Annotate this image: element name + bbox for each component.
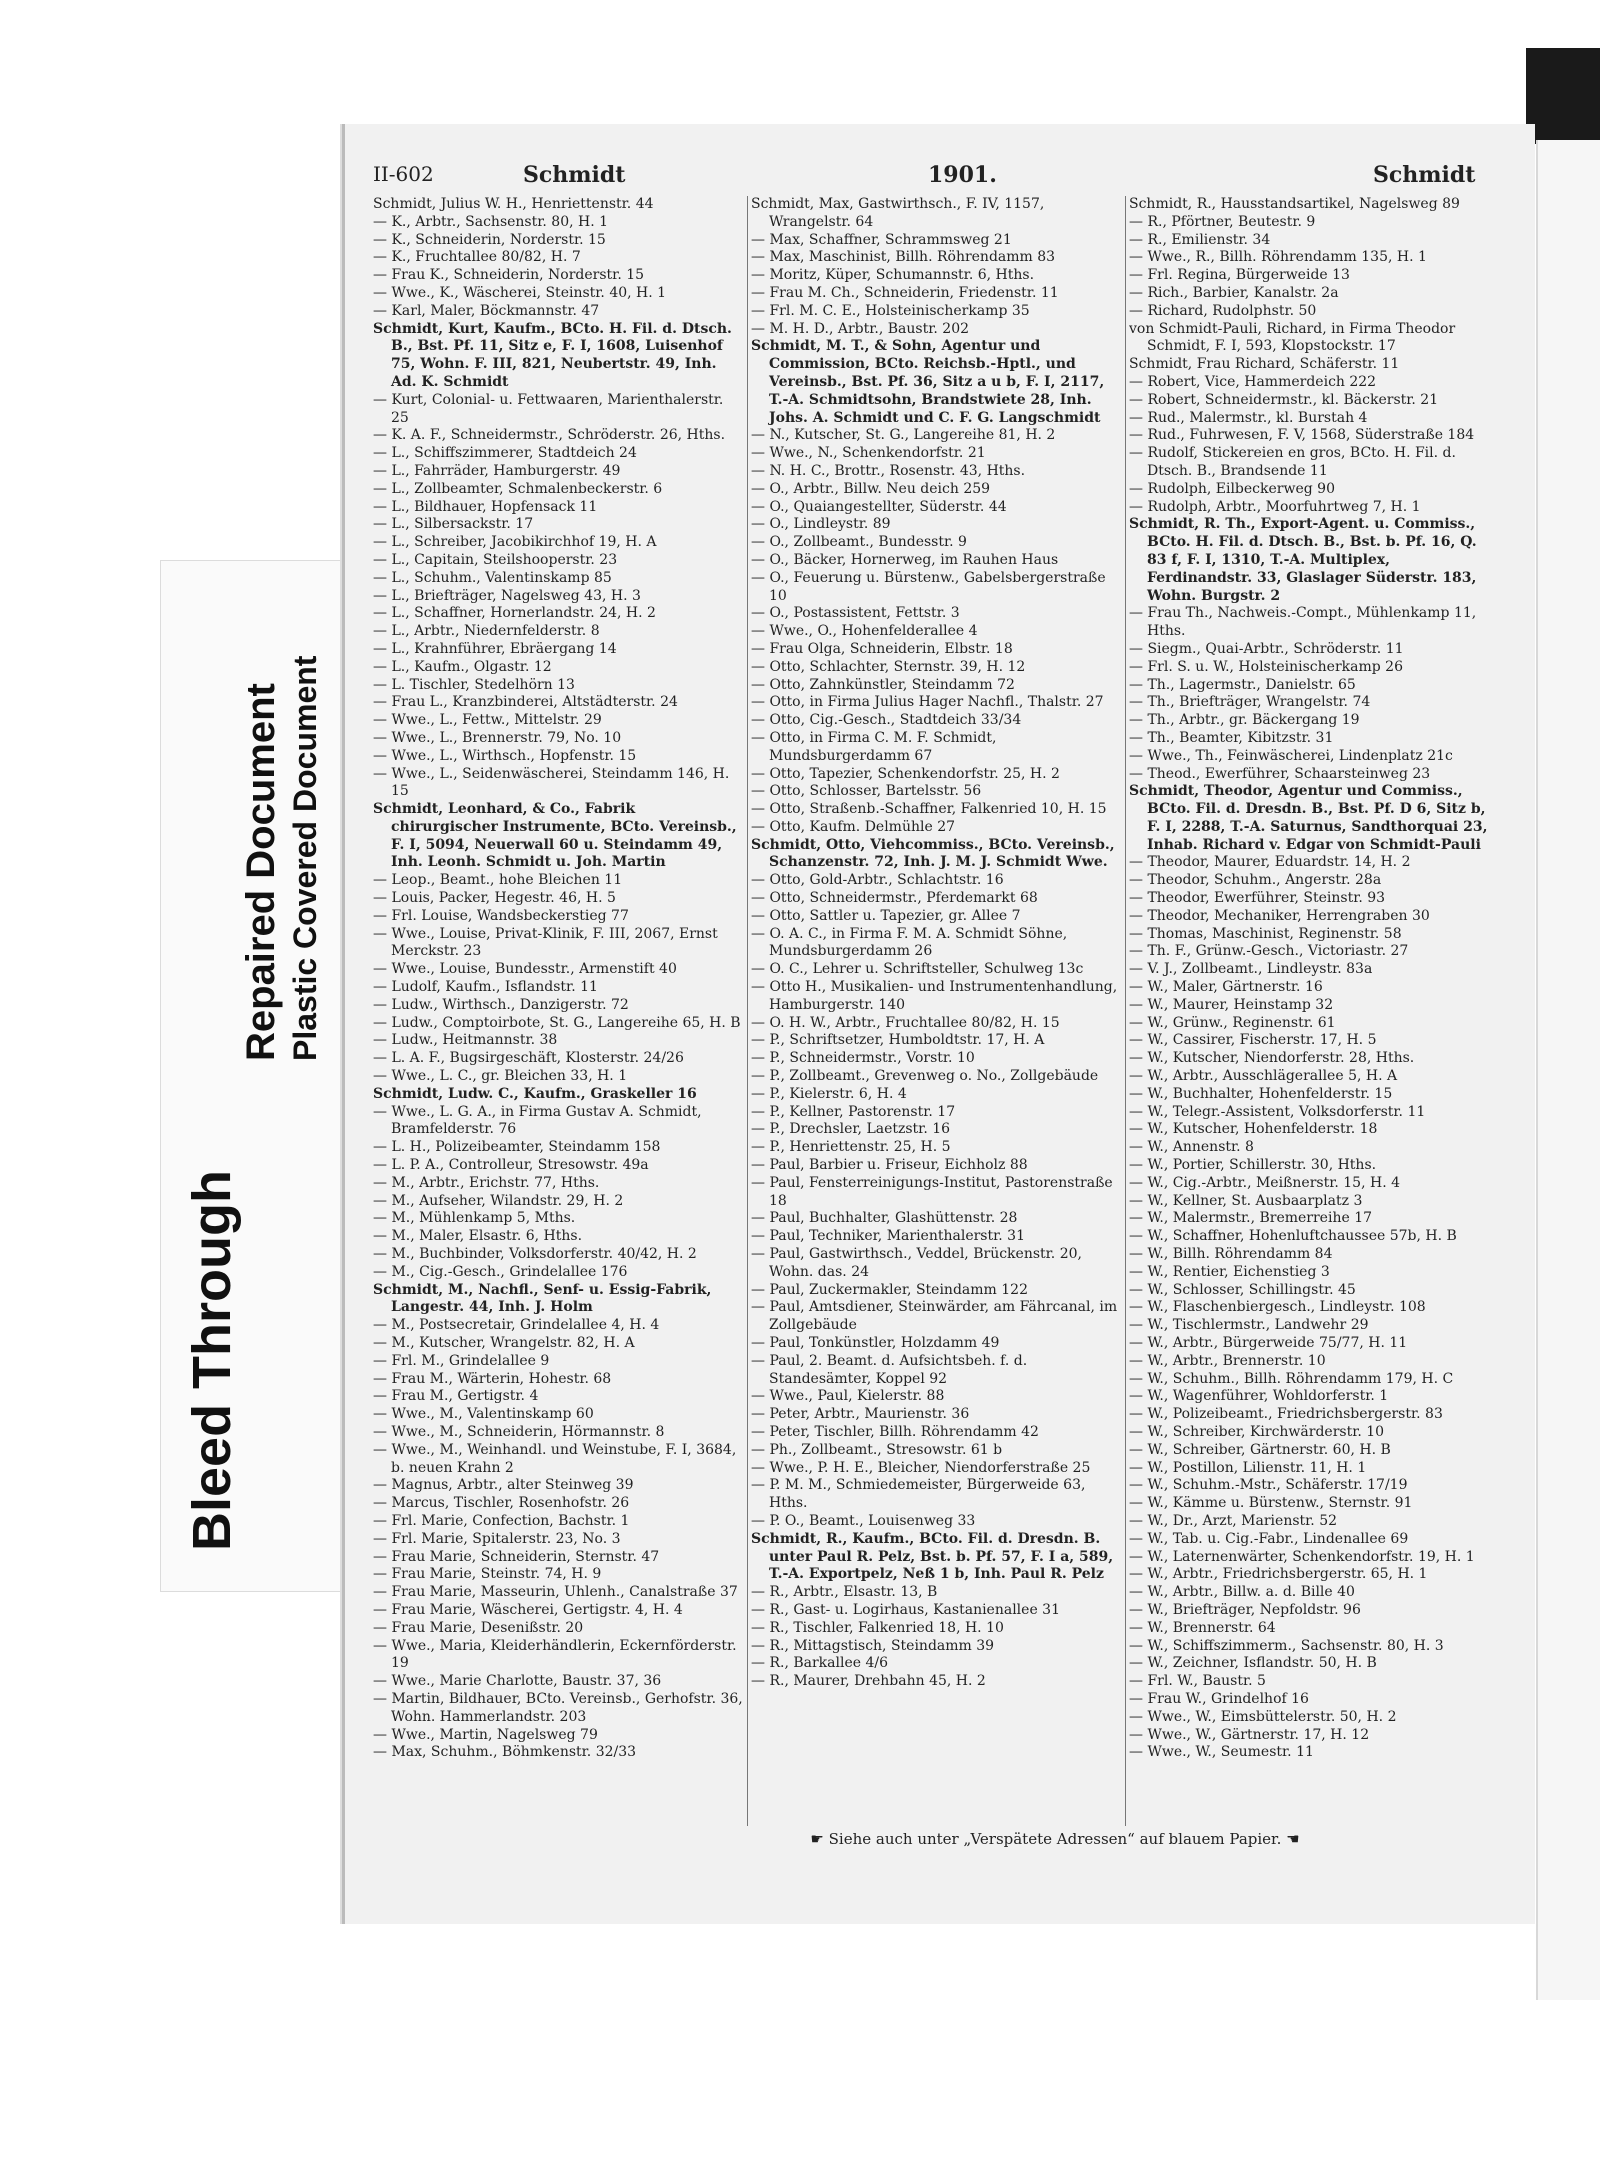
- directory-entry: — W., Zeichner, Isflandstr. 50, H. B: [1129, 1655, 1377, 1672]
- directory-entry: — M., Arbtr., Erichstr. 77, Hths.: [373, 1174, 600, 1191]
- directory-entry: — R., Mittagstisch, Steindamm 39: [751, 1637, 995, 1654]
- directory-entry: — L., Silbersackstr. 17: [373, 516, 534, 533]
- directory-entry: — Ph., Zollbeamt., Stresowstr. 61 b: [751, 1441, 1003, 1458]
- directory-entry: — Wwe., L. C., gr. Bleichen 33, H. 1: [373, 1068, 628, 1085]
- scan-top-margin: [0, 0, 1600, 52]
- directory-entry: — O., Feuerung u. Bürstenw., Gabelsbergerstraße 10: [751, 569, 1106, 604]
- directory-entry: — W., Polizeibeamt., Friedrichsbergerstr. 83: [1129, 1406, 1443, 1423]
- directory-entry: — Rud., Malermstr., kl. Burstah 4: [1129, 409, 1368, 426]
- footer-note: ☛ Siehe auch unter „Verspätete Adressen“ auf blauem Papier. ☚: [810, 1830, 1300, 1848]
- directory-entry: Schmidt, Ludw. C., Kaufm., Graskeller 16: [373, 1085, 697, 1102]
- directory-entry: — Karl, Maler, Böckmannstr. 47: [373, 302, 600, 319]
- directory-entry: — Th., Lagermstr., Danielstr. 65: [1129, 676, 1356, 693]
- directory-entry: — Wwe., Marie Charlotte, Baustr. 37, 36: [373, 1673, 662, 1690]
- directory-entry: — Otto, Tapezier, Schenkendorfstr. 25, H. 2: [751, 765, 1060, 782]
- directory-entry: — Paul, Gastwirthsch., Veddel, Brückenstr. 20, Wohn. das. 24: [751, 1246, 1082, 1280]
- directory-entry: — Robert, Schneidermstr., kl. Bäckerstr. 21: [1129, 391, 1439, 408]
- directory-entry: — P., Kellner, Pastorenstr. 17: [751, 1103, 956, 1120]
- directory-entry: — Paul, Zuckermakler, Steindamm 122: [751, 1281, 1028, 1298]
- directory-entry: — P., Henriettenstr. 25, H. 5: [751, 1139, 951, 1156]
- directory-entry: — Otto, Schneidermstr., Pferdemarkt 68: [751, 890, 1038, 907]
- directory-entry: Schmidt, Leonhard, & Co., Fabrik chirurgischer Instrumente, BCto. Vereinsb., F. I, 5094, Neuerwall 60 u. Steindamm 49, Inh. Leonh. Schmidt u. Joh. Martin: [373, 801, 737, 871]
- directory-entry: — Frau Marie, Desenißstr. 20: [373, 1619, 584, 1636]
- directory-entry: — W., Maurer, Heinstamp 32: [1129, 996, 1334, 1013]
- directory-entry: — Marcus, Tischler, Rosenhofstr. 26: [373, 1495, 630, 1512]
- directory-entry: — Otto, Gold-Arbtr., Schlachtstr. 16: [751, 872, 1004, 889]
- directory-entry: — L., Arbtr., Niedernfelderstr. 8: [373, 623, 600, 640]
- directory-entry: — W., Billh. Röhrendamm 84: [1129, 1246, 1333, 1263]
- directory-entry: — W., Kämme u. Bürstenw., Sternstr. 91: [1129, 1495, 1413, 1512]
- directory-entry: — Otto, Straßenb.-Schaffner, Falkenried 10, H. 15: [751, 801, 1107, 818]
- directory-entry: — W., Flaschenbiergesch., Lindleystr. 108: [1129, 1299, 1426, 1316]
- directory-entry: — N., Kutscher, St. G., Langereihe 81, H. 2: [751, 427, 1056, 444]
- entries-column-1: [373, 196, 743, 1826]
- directory-entry: — L., Fahrräder, Hamburgerstr. 49: [373, 462, 621, 479]
- directory-entry: — Ludw., Heitmannstr. 38: [373, 1032, 558, 1049]
- directory-entry: — L., Kaufm., Olgastr. 12: [373, 658, 552, 675]
- directory-entry: — Wwe., Maria, Kleiderhändlerin, Eckernförderstr. 19: [373, 1637, 737, 1672]
- directory-entry: — Wwe., Louise, Bundesstr., Armenstift 40: [373, 961, 677, 978]
- directory-entry: — Siegm., Quai-Arbtr., Schröderstr. 11: [1129, 640, 1404, 657]
- directory-entry: — R., Gast- u. Logirhaus, Kastanienallee 31: [751, 1601, 1060, 1618]
- directory-entry: — Frau Marie, Steinstr. 74, H. 9: [373, 1566, 602, 1583]
- directory-entry: — Frau K., Schneiderin, Norderstr. 15: [373, 267, 645, 284]
- directory-entry: — P., Kielerstr. 6, H. 4: [751, 1085, 907, 1102]
- directory-entry: — M., Postsecretair, Grindelallee 4, H. 4: [373, 1317, 660, 1334]
- plastic-covered-label: Plastic Covered Document: [287, 655, 323, 1061]
- directory-entry: — Frau M. Ch., Schneiderin, Friedenstr. 11: [751, 284, 1059, 301]
- directory-entry: — W., Grünw., Reginenstr. 61: [1129, 1014, 1336, 1031]
- directory-entry: — O., Bäcker, Hornerweg, im Rauhen Haus: [751, 551, 1059, 568]
- directory-entry: — L. P. A., Controlleur, Stresowstr. 49a: [373, 1157, 649, 1174]
- directory-entry: — Max, Maschinist, Billh. Röhrendamm 83: [751, 249, 1056, 266]
- directory-entry: — Ludw., Comptoirbote, St. G., Langereihe 65, H. B: [373, 1014, 741, 1031]
- directory-entry: — Richard, Rudolphstr. 50: [1129, 302, 1317, 319]
- directory-entry: — W., Kutscher, Hohenfelderstr. 18: [1129, 1121, 1378, 1138]
- directory-entry: — Thomas, Maschinist, Reginenstr. 58: [1129, 925, 1402, 942]
- directory-entry: — Martin, Bildhauer, BCto. Vereinsb., Gerhofstr. 36, Wohn. Hammerlandstr. 203: [373, 1690, 743, 1725]
- directory-entry: — W., Annenstr. 8: [1129, 1139, 1254, 1156]
- directory-entry: — Wwe., L., Wirthsch., Hopfenstr. 15: [373, 747, 637, 764]
- directory-entry: — L. A. F., Bugsirgeschäft, Klosterstr. 24/26: [373, 1050, 684, 1067]
- directory-entry: — Paul, 2. Beamt. d. Aufsichtsbeh. f. d. Standesämter, Koppel 92: [751, 1352, 1028, 1387]
- directory-entry: — Th., Briefträger, Wrangelstr. 74: [1129, 694, 1371, 711]
- directory-entry: — L., Schaffner, Hornerlandstr. 24, H. 2: [373, 605, 656, 622]
- directory-entry: — P. M. M., Schmiedemeister, Bürgerweide 63, Hths.: [751, 1477, 1086, 1512]
- directory-entry: Schmidt, Otto, Viehcommiss., BCto. Vereinsb., Schanzenstr. 72, Inh. J. M. J. Schmidt Wwe.: [751, 836, 1115, 871]
- directory-entry: — P., Schriftsetzer, Humboldtstr. 17, H. A: [751, 1032, 1045, 1049]
- bleed-through-label: Bleed Through: [182, 1170, 242, 1551]
- directory-entry: — M., Mühlenkamp 5, Mths.: [373, 1210, 576, 1227]
- directory-entry: — O. A. C., in Firma F. M. A. Schmidt Söhne, Mundsburgerdamm 26: [751, 925, 1068, 960]
- directory-entry: — Frl. W., Baustr. 5: [1129, 1673, 1266, 1690]
- directory-entry: — Ludolf, Kaufm., Isflandstr. 11: [373, 979, 598, 996]
- directory-entry: — Paul, Tonkünstler, Holzdamm 49: [751, 1335, 1000, 1351]
- directory-entry: — Paul, Fensterreinigungs-Institut, Pastorenstraße 18: [751, 1174, 1113, 1209]
- directory-entry: — Rudolph, Eilbeckerweg 90: [1129, 480, 1335, 497]
- directory-entry: — Theodor, Schuhm., Angerstr. 28a: [1129, 872, 1382, 889]
- year-heading: 1901.: [928, 162, 997, 188]
- directory-entry: — W., Postillon, Lilienstr. 11, H. 1: [1129, 1459, 1367, 1476]
- directory-entry: Schmidt, Frau Richard, Schäferstr. 11: [1129, 356, 1400, 373]
- directory-entry: — R., Arbtr., Elsastr. 13, B: [751, 1584, 938, 1601]
- directory-page: [342, 124, 1535, 1924]
- directory-entry: — Wwe., M., Weinhandl. und Weinstube, F. I, 3684, b. neuen Krahn 2: [373, 1441, 737, 1476]
- directory-entry: — Th., Arbtr., gr. Bäckergang 19: [1129, 712, 1360, 729]
- directory-entry: — Peter, Arbtr., Maurienstr. 36: [751, 1406, 970, 1423]
- directory-entry: — Frl. Louise, Wandsbeckerstieg 77: [373, 907, 629, 924]
- directory-entry: — W., Tischlermstr., Landwehr 29: [1129, 1317, 1369, 1334]
- directory-entry: — Wwe., W., Seumestr. 11: [1129, 1744, 1314, 1761]
- directory-entry: — Paul, Amtsdiener, Steinwärder, am Fährcanal, im Zollgebäude: [751, 1299, 1118, 1334]
- directory-entry: — Frl. M., Grindelallee 9: [373, 1352, 550, 1369]
- directory-entry: Schmidt, R., Hausstandsartikel, Nagelsweg 89: [1129, 196, 1460, 212]
- directory-entry: — Peter, Tischler, Billh. Röhrendamm 42: [751, 1423, 1039, 1440]
- directory-entry: — W., Maler, Gärtnerstr. 16: [1129, 979, 1323, 996]
- directory-entry: — R., Maurer, Drehbahn 45, H. 2: [751, 1673, 986, 1690]
- directory-entry: — Frau M., Gertigstr. 4: [373, 1388, 539, 1405]
- directory-entry: — W., Schlosser, Schillingstr. 45: [1129, 1281, 1356, 1298]
- directory-entry: — Wwe., P. H. E., Bleicher, Niendorferstraße 25: [751, 1459, 1091, 1476]
- directory-entry: — Otto, Cig.-Gesch., Stadtdeich 33/34: [751, 712, 1022, 729]
- directory-entry: — Wwe., W., Eimsbüttelerstr. 50, H. 2: [1129, 1708, 1397, 1725]
- repaired-document-label: Repaired Document: [239, 683, 283, 1061]
- directory-entry: — Frl. Regina, Bürgerweide 13: [1129, 267, 1350, 284]
- directory-entry: — Wwe., K., Wäscherei, Steinstr. 40, H. 1: [373, 284, 667, 301]
- directory-entry: — M., Buchbinder, Volksdorferstr. 40/42, H. 2: [373, 1246, 697, 1263]
- directory-entry: — O., Lindleystr. 89: [751, 516, 891, 533]
- directory-entry: — Frau L., Kranzbinderei, Altstädterstr. 24: [373, 694, 678, 711]
- directory-entry: — Otto, Schlachter, Sternstr. 39, H. 12: [751, 658, 1026, 675]
- directory-entry: — Moritz, Küper, Schumannstr. 6, Hths.: [751, 267, 1035, 284]
- scan-edge-shadow: [1526, 48, 1600, 144]
- directory-entry: — Wwe., L., Brennerstr. 79, No. 10: [373, 729, 622, 746]
- directory-entry: — O., Postassistent, Fettstr. 3: [751, 605, 960, 622]
- directory-entry: — W., Schreiber, Kirchwärderstr. 10: [1129, 1423, 1385, 1440]
- directory-entry: — M., Kutscher, Wrangelstr. 82, H. A: [373, 1335, 635, 1351]
- directory-entry: — P., Schneidermstr., Vorstr. 10: [751, 1050, 975, 1067]
- directory-entry: — Otto, in Firma C. M. F. Schmidt, Mundsburgerdamm 67: [751, 729, 997, 764]
- directory-entry: — W., Schreiber, Gärtnerstr. 60, H. B: [1129, 1441, 1391, 1458]
- directory-entry: Schmidt, M., Nachfl., Senf- u. Essig-Fabrik, Langestr. 44, Inh. J. Holm: [373, 1281, 712, 1316]
- directory-entry: — W., Wagenführer, Wohldorferstr. 1: [1129, 1388, 1389, 1405]
- directory-entry: — Otto, Sattler u. Tapezier, gr. Allee 7: [751, 907, 1021, 924]
- directory-entry: Schmidt, Max, Gastwirthsch., F. IV, 1157, Wrangelstr. 64: [751, 196, 1045, 230]
- directory-entry: — Rudolf, Stickereien en gros, BCto. H. Fil. d. Dtsch. B., Brandsende 11: [1129, 445, 1456, 479]
- directory-entry: — L., Capitain, Steilshooperstr. 23: [373, 551, 618, 568]
- directory-entry: — W., Dr., Arzt, Marienstr. 52: [1129, 1512, 1338, 1529]
- directory-entry: — Wwe., L., Seidenwäscherei, Steindamm 146, H. 15: [373, 765, 730, 800]
- directory-entry: — Otto, Schlosser, Bartelsstr. 56: [751, 783, 982, 800]
- directory-entry: — W., Portier, Schillerstr. 30, Hths.: [1129, 1157, 1377, 1174]
- directory-entry: — W., Malermstr., Bremerreihe 17: [1129, 1210, 1373, 1227]
- directory-entry: — W., Laternenwärter, Schenkendorfstr. 19, H. 1: [1129, 1548, 1475, 1565]
- directory-entry: — Max, Schuhm., Böhmkenstr. 32/33: [373, 1744, 637, 1761]
- directory-entry: — K., Arbtr., Sachsenstr. 80, H. 1: [373, 213, 609, 230]
- directory-entry: — Frau W., Grindelhof 16: [1129, 1690, 1309, 1707]
- directory-entry: — Frau Olga, Schneiderin, Elbstr. 18: [751, 640, 1013, 657]
- directory-entry: — Robert, Vice, Hammerdeich 222: [1129, 373, 1377, 390]
- directory-entry: — L., Bildhauer, Hopfensack 11: [373, 498, 598, 515]
- page-header: [373, 162, 1513, 196]
- column-divider: [747, 196, 748, 1826]
- directory-entry: Schmidt, Julius W. H., Henriettenstr. 44: [373, 196, 654, 212]
- directory-entry: — Wwe., Th., Feinwäscherei, Lindenplatz 21c: [1129, 747, 1453, 764]
- directory-entry: — O., Zollbeamt., Bundesstr. 9: [751, 534, 967, 551]
- directory-entry: — Frau Marie, Wäscherei, Gertigstr. 4, H. 4: [373, 1601, 683, 1618]
- directory-entry: — W., Kutscher, Niendorferstr. 28, Hths.: [1129, 1050, 1415, 1067]
- directory-entry: — Th., Beamter, Kibitzstr. 31: [1129, 729, 1334, 746]
- condition-label-card: [160, 560, 352, 1592]
- directory-entry: — Wwe., M., Schneiderin, Hörmannstr. 8: [373, 1423, 665, 1440]
- directory-entry: — W., Schiffszimmerm., Sachsenstr. 80, H. 3: [1129, 1637, 1444, 1654]
- directory-entry: — L. H., Polizeibeamter, Steindamm 158: [373, 1139, 661, 1156]
- directory-entry: — L., Schreiber, Jacobikirchhof 19, H. A: [373, 534, 657, 551]
- directory-entry: — Rudolph, Arbtr., Moorfuhrtweg 7, H. 1: [1129, 498, 1421, 515]
- directory-entry: — Wwe., W., Gärtnerstr. 17, H. 12: [1129, 1726, 1370, 1743]
- directory-entry: — L., Briefträger, Nagelsweg 43, H. 3: [373, 587, 641, 604]
- directory-entry: — Rich., Barbier, Kanalstr. 2a: [1129, 284, 1339, 301]
- directory-entry: — W., Cassirer, Fischerstr. 17, H. 5: [1129, 1032, 1377, 1049]
- directory-entry: — Paul, Barbier u. Friseur, Eichholz 88: [751, 1157, 1028, 1174]
- directory-entry: — Rud., Fuhrwesen, F. V, 1568, Süderstraße 184: [1129, 427, 1475, 444]
- directory-entry: — Theodor, Maurer, Eduardstr. 14, H. 2: [1129, 854, 1411, 871]
- directory-entry: — Frl. S. u. W., Holsteinischerkamp 26: [1129, 658, 1403, 675]
- directory-entry: — W., Schaffner, Hohenluftchaussee 57b, H. B: [1129, 1228, 1457, 1245]
- directory-entry: Schmidt, Theodor, Agentur und Commiss., BCto. Fil. d. Dresdn. B., Bst. Pf. D 6, Sitz b, F. I, 2288, T.-A. Saturnus, Sandthorquai 23, Inhab. Richard v. Edgar von Schmidt-Pauli: [1129, 783, 1488, 853]
- directory-entry: — W., Arbtr., Billw. a. d. Bille 40: [1129, 1584, 1355, 1601]
- directory-entry: — Frl. M. C. E., Holsteinischerkamp 35: [751, 302, 1030, 319]
- directory-entry: — M., Aufseher, Wilandstr. 29, H. 2: [373, 1192, 624, 1209]
- directory-entry: Schmidt, Kurt, Kaufm., BCto. H. Fil. d. Dtsch. B., Bst. Pf. 11, Sitz e, F. I, 1608, Luisenhof 75, Wohn. F. III, 821, Neubertstr. 49, Inh. Ad. K. Schmidt: [373, 320, 732, 390]
- page-number: II-602: [373, 162, 434, 186]
- directory-entry: — Theod., Ewerführer, Schaarsteinweg 23: [1129, 765, 1431, 782]
- directory-entry: — Wwe., O., Hohenfelderallee 4: [751, 623, 978, 640]
- directory-entry: — N. H. C., Brottr., Rosenstr. 43, Hths.: [751, 462, 1026, 479]
- directory-entry: — W., Briefträger, Nepfoldstr. 96: [1129, 1601, 1361, 1618]
- directory-entry: — W., Tab. u. Cig.-Fabr., Lindenallee 69: [1129, 1530, 1409, 1547]
- directory-entry: — Frl. Marie, Confection, Bachstr. 1: [373, 1512, 630, 1529]
- entries-column-2: [751, 196, 1121, 1826]
- directory-entry: — L., Schuhm., Valentinskamp 85: [373, 569, 612, 586]
- directory-entry: — W., Arbtr., Friedrichsbergerstr. 65, H. 1: [1129, 1566, 1428, 1583]
- directory-entry: — Louis, Packer, Hegestr. 46, H. 5: [373, 890, 616, 907]
- directory-entry: — P., Drechsler, Laetzstr. 16: [751, 1121, 951, 1138]
- entries-column-3: [1129, 196, 1499, 1826]
- directory-entry: — W., Brennerstr. 64: [1129, 1619, 1276, 1636]
- directory-entry: — Otto H., Musikalien- und Instrumentenhandlung, Hamburgerstr. 140: [751, 979, 1118, 1013]
- directory-entry: — W., Buchhalter, Hohenfelderstr. 15: [1129, 1085, 1393, 1102]
- directory-entry: — Wwe., M., Valentinskamp 60: [373, 1406, 594, 1423]
- directory-entry: — L., Zollbeamter, Schmalenbeckerstr. 6: [373, 480, 663, 497]
- directory-entry: — W., Telegr.-Assistent, Volksdorferstr. 11: [1129, 1103, 1426, 1120]
- directory-entry: — Wwe., R., Billh. Röhrendamm 135, H. 1: [1129, 249, 1427, 266]
- column-divider: [1125, 196, 1126, 1826]
- directory-entry: — L. Tischler, Stedelhörn 13: [373, 676, 575, 693]
- directory-entry: — R., Emilienstr. 34: [1129, 231, 1271, 248]
- directory-entry: — L., Schiffszimmerer, Stadtdeich 24: [373, 445, 637, 462]
- directory-entry: — W., Kellner, St. Ausbaarplatz 3: [1129, 1192, 1363, 1209]
- directory-entry: — W., Cig.-Arbtr., Meißnerstr. 15, H. 4: [1129, 1174, 1401, 1191]
- directory-entry: — O., Quaiangestellter, Süderstr. 44: [751, 498, 1007, 515]
- directory-entry: — Max, Schaffner, Schrammsweg 21: [751, 231, 1012, 248]
- directory-entry: — Wwe., Louise, Privat-Klinik, F. III, 2067, Ernst Merckstr. 23: [373, 925, 718, 960]
- directory-entry: — W., Schuhm., Billh. Röhrendamm 179, H. C: [1129, 1370, 1454, 1387]
- directory-entry: — K., Fruchtallee 80/82, H. 7: [373, 249, 581, 266]
- directory-entry: Schmidt, R. Th., Export-Agent. u. Commiss., BCto. H. Fil. d. Dtsch. B., Bst. b. Pf. 16, Q. 83 f, F. I, 1310, T.-A. Multiplex, Ferdinandstr. 33, Glaslager Süderstr. 183, Wohn. Burgstr. 2: [1129, 516, 1477, 604]
- directory-entry: Schmidt, R., Kaufm., BCto. Fil. d. Dresdn. B. unter Paul R. Pelz, Bst. b. Pf. 57, F. I a, 589, T.-A. Exportpelz, Neß 1 b, Inh. Paul R. Pelz: [751, 1530, 1114, 1583]
- directory-entry: — W., Schuhm.-Mstr., Schäferstr. 17/19: [1129, 1477, 1408, 1494]
- directory-entry: — Wwe., L. G. A., in Firma Gustav A. Schmidt, Bramfelderstr. 76: [373, 1103, 702, 1138]
- directory-entry: — M. H. D., Arbtr., Baustr. 202: [751, 320, 970, 337]
- directory-entry: — Theodor, Ewerführer, Steinstr. 93: [1129, 890, 1386, 907]
- directory-entry: — Wwe., L., Fettw., Mittelstr. 29: [373, 712, 602, 729]
- directory-entry: — R., Tischler, Falkenried 18, H. 10: [751, 1619, 1004, 1636]
- directory-entry: — R., Pförtner, Beutestr. 9: [1129, 213, 1316, 230]
- directory-entry: — Ludw., Wirthsch., Danzigerstr. 72: [373, 996, 629, 1013]
- directory-entry: — Wwe., N., Schenkendorfstr. 21: [751, 445, 986, 462]
- directory-entry: — O., Arbtr., Billw. Neu deich 259: [751, 480, 991, 497]
- directory-entry: — K., Schneiderin, Norderstr. 15: [373, 231, 606, 248]
- directory-entry: — O. C., Lehrer u. Schriftsteller, Schulweg 13c: [751, 961, 1084, 978]
- directory-entry: — Theodor, Mechaniker, Herrengraben 30: [1129, 907, 1430, 924]
- directory-entry: von Schmidt-Pauli, Richard, in Firma Theodor Schmidt, F. I, 593, Klopstockstr. 17: [1129, 320, 1456, 355]
- directory-entry: — Th. F., Grünw.-Gesch., Victoriastr. 27: [1129, 943, 1409, 960]
- directory-entry: — K. A. F., Schneidermstr., Schröderstr. 26, Hths.: [373, 427, 726, 444]
- directory-entry: — Otto, Zahnkünstler, Steindamm 72: [751, 676, 1015, 693]
- directory-entry: — Otto, Kaufm. Delmühle 27: [751, 818, 956, 835]
- directory-entry: — Kurt, Colonial- u. Fettwaaren, Marienthalerstr. 25: [373, 391, 724, 426]
- directory-entry: Schmidt, M. T., & Sohn, Agentur und Commission, BCto. Reichsb.-Hptl., und Vereinsb., Bst. Pf. 36, Sitz a u b, F. I, 2117, T.-A. Schmidtsohn, Brandstwiete 28, Inh. Johs. A. Schmidt und C. F. G. Langschmidt: [751, 338, 1105, 426]
- directory-entry: — Wwe., Martin, Nagelsweg 79: [373, 1726, 598, 1743]
- directory-entry: — M., Maler, Elsastr. 6, Hths.: [373, 1228, 583, 1245]
- directory-entry: — M., Cig.-Gesch., Grindelallee 176: [373, 1263, 628, 1280]
- directory-entry: — P. O., Beamt., Louisenweg 33: [751, 1512, 976, 1529]
- scan-right-margin: [1536, 140, 1600, 2000]
- directory-entry: — O. H. W., Arbtr., Fruchtallee 80/82, H. 15: [751, 1014, 1060, 1031]
- left-heading: Schmidt: [523, 162, 626, 188]
- directory-entry: — W., Arbtr., Brennerstr. 10: [1129, 1352, 1326, 1369]
- directory-entry: — W., Arbtr., Ausschlägerallee 5, H. A: [1129, 1068, 1398, 1085]
- directory-entry: — Frl. Marie, Spitalerstr. 23, No. 3: [373, 1530, 621, 1547]
- directory-entry: — Frau M., Wärterin, Hohestr. 68: [373, 1370, 612, 1387]
- directory-entry: — Frau Marie, Schneiderin, Sternstr. 47: [373, 1548, 660, 1565]
- directory-entry: — Wwe., Paul, Kielerstr. 88: [751, 1388, 945, 1405]
- directory-entry: — Paul, Buchhalter, Glashüttenstr. 28: [751, 1210, 1018, 1227]
- directory-entry: — W., Rentier, Eichenstieg 3: [1129, 1263, 1330, 1280]
- directory-entry: — Frau Th., Nachweis.-Compt., Mühlenkamp 11, Hths.: [1129, 605, 1477, 640]
- directory-entry: — Otto, in Firma Julius Hager Nachfl., Thalstr. 27: [751, 694, 1104, 711]
- directory-entry: — Paul, Techniker, Marienthalerstr. 31: [751, 1228, 1025, 1245]
- directory-entry: — L., Krahnführer, Ebräergang 14: [373, 640, 617, 657]
- directory-entry: — W., Arbtr., Bürgerweide 75/77, H. 11: [1129, 1335, 1408, 1351]
- directory-entry: — Leop., Beamt., hohe Bleichen 11: [373, 872, 623, 889]
- directory-entry: — R., Barkallee 4/6: [751, 1655, 889, 1672]
- directory-entry: — P., Zollbeamt., Grevenweg o. No., Zollgebäude: [751, 1068, 1099, 1085]
- right-heading: Schmidt: [1373, 162, 1476, 188]
- directory-entry: — Magnus, Arbtr., alter Steinweg 39: [373, 1477, 634, 1494]
- directory-entry: — Frau Marie, Masseurin, Uhlenh., Canalstraße 37: [373, 1584, 738, 1601]
- directory-entry: — V. J., Zollbeamt., Lindleystr. 83a: [1129, 961, 1373, 978]
